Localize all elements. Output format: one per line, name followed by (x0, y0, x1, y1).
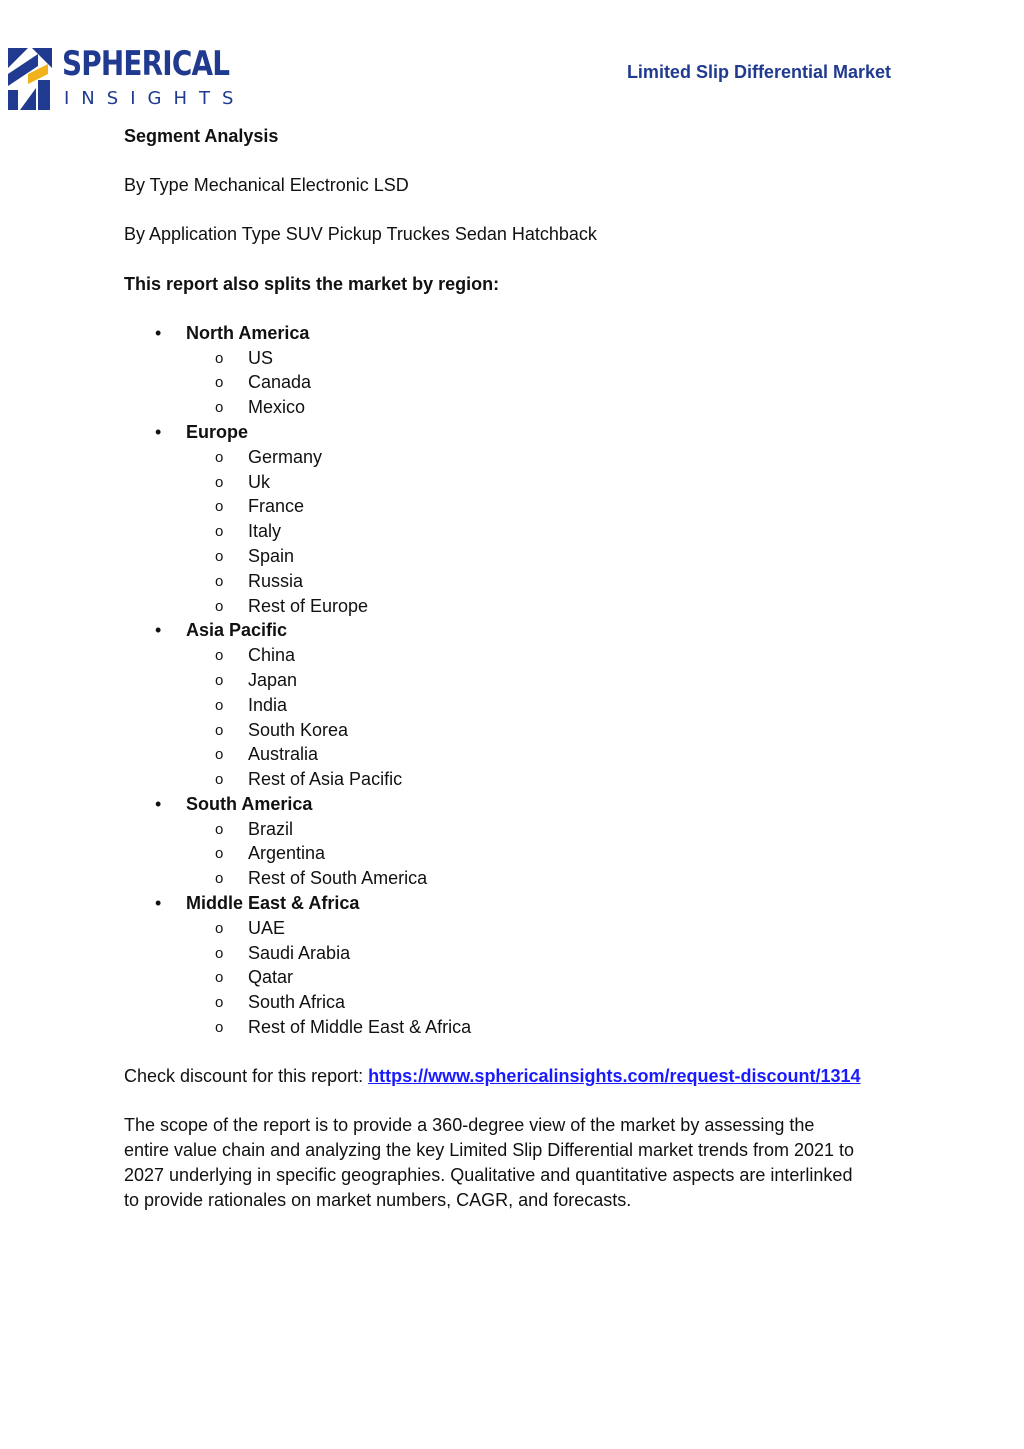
discount-label: Check discount for this report: (124, 1066, 369, 1087)
country-name: Argentina (248, 843, 326, 864)
country-name: Rest of Middle East & Africa (248, 1017, 472, 1038)
country-item (124, 470, 894, 495)
logo-mark-icon (8, 44, 56, 112)
circle-bullet-icon: o (215, 374, 224, 392)
circle-bullet-icon: o (215, 820, 224, 838)
region-name: Europe (186, 421, 249, 442)
country-name: UAE (248, 917, 286, 938)
country-name: India (248, 694, 288, 715)
country-item (124, 693, 894, 718)
circle-bullet-icon: o (215, 399, 224, 417)
logo-wordmark: SPHERICAL (62, 44, 230, 84)
bullet-icon: • (155, 893, 162, 914)
report-header-title: Limited Slip Differential Market (626, 62, 891, 82)
country-item (124, 544, 894, 569)
country-item (124, 990, 894, 1015)
country-item (124, 965, 894, 990)
country-name: Mexico (248, 397, 306, 418)
regions-heading: This report also splits the market by region: (124, 273, 500, 294)
country-item (124, 594, 894, 619)
country-name: Qatar (248, 967, 294, 988)
scope-line: entire value chain and analyzing the key Limited Slip Differential market trends from 2021 to (124, 1140, 855, 1161)
country-item (124, 718, 894, 743)
country-item (124, 346, 894, 371)
circle-bullet-icon: o (215, 547, 224, 565)
circle-bullet-icon: o (215, 647, 224, 665)
country-item (124, 1015, 894, 1040)
bullet-icon: • (155, 793, 162, 814)
document-body (124, 124, 894, 1213)
country-name: China (248, 645, 296, 666)
country-name: Italy (248, 521, 282, 542)
country-name: Uk (248, 471, 270, 492)
country-item (124, 519, 894, 544)
country-item (124, 916, 894, 941)
scope-line: 2027 underlying in specific geographies. Qualitative and quantitative aspects are interlinked (124, 1165, 853, 1186)
region-item (124, 420, 894, 445)
circle-bullet-icon: o (215, 349, 224, 367)
circle-bullet-icon: o (215, 969, 224, 987)
scope-line: to provide rationales on market numbers, CAGR, and forecasts. (124, 1189, 632, 1210)
circle-bullet-icon: o (215, 473, 224, 491)
circle-bullet-icon: o (215, 671, 224, 689)
region-name: South America (186, 793, 313, 814)
circle-bullet-icon: o (215, 994, 224, 1012)
country-item (124, 941, 894, 966)
region-name: Middle East & Africa (186, 893, 360, 914)
country-item (124, 445, 894, 470)
country-item (124, 494, 894, 519)
region-item (124, 321, 894, 346)
segment-heading: Segment Analysis (124, 126, 279, 146)
country-item (124, 742, 894, 767)
region-list (124, 321, 894, 1040)
scope-line: The scope of the report is to provide a 360-degree view of the market by assessing the (124, 1115, 815, 1136)
region-name: North America (186, 322, 310, 343)
circle-bullet-icon: o (215, 771, 224, 789)
country-item (124, 370, 894, 395)
discount-line (124, 1064, 894, 1089)
circle-bullet-icon: o (215, 696, 224, 714)
country-name: France (248, 496, 305, 517)
country-item (124, 866, 894, 891)
circle-bullet-icon: o (215, 448, 224, 466)
country-item (124, 767, 894, 792)
circle-bullet-icon: o (215, 523, 224, 541)
country-name: Rest of South America (248, 868, 428, 889)
country-name: Australia (248, 744, 319, 765)
country-item (124, 569, 894, 594)
circle-bullet-icon: o (215, 870, 224, 888)
scope-paragraph (124, 1113, 894, 1212)
circle-bullet-icon: o (215, 746, 224, 764)
country-name: Russia (248, 570, 304, 591)
country-name: Rest of Asia Pacific (248, 769, 403, 790)
circle-bullet-icon: o (215, 721, 224, 739)
bullet-icon: • (155, 421, 162, 442)
circle-bullet-icon: o (215, 572, 224, 590)
circle-bullet-icon: o (215, 944, 224, 962)
country-name: Canada (248, 372, 312, 393)
region-item (124, 891, 894, 916)
country-name: Saudi Arabia (248, 942, 351, 963)
country-name: South Africa (248, 992, 346, 1013)
segment-by-type: By Type Mechanical Electronic LSD (124, 175, 409, 196)
circle-bullet-icon: o (215, 597, 224, 615)
country-item (124, 643, 894, 668)
country-name: Brazil (248, 818, 294, 839)
country-name: US (248, 347, 274, 368)
circle-bullet-icon: o (215, 919, 224, 937)
country-item (124, 817, 894, 842)
country-name: Germany (248, 446, 323, 467)
bullet-icon: • (155, 322, 162, 343)
spherical-insights-logo (8, 44, 246, 114)
country-name: South Korea (248, 719, 349, 740)
discount-link[interactable]: https://www.sphericalinsights.com/request-discount/1314 (368, 1066, 861, 1087)
country-item (124, 668, 894, 693)
segment-by-application: By Application Type SUV Pickup Truckes Sedan Hatchback (124, 224, 597, 245)
circle-bullet-icon: o (215, 845, 224, 863)
region-item (124, 618, 894, 643)
logo-subtitle: INSIGHTS (64, 88, 246, 109)
region-item (124, 792, 894, 817)
country-item (124, 395, 894, 420)
country-name: Rest of Europe (248, 595, 369, 616)
country-name: Spain (248, 545, 295, 566)
region-name: Asia Pacific (186, 620, 288, 641)
country-item (124, 841, 894, 866)
circle-bullet-icon: o (215, 1019, 224, 1037)
country-name: Japan (248, 669, 298, 690)
bullet-icon: • (155, 620, 162, 641)
circle-bullet-icon: o (215, 498, 224, 516)
